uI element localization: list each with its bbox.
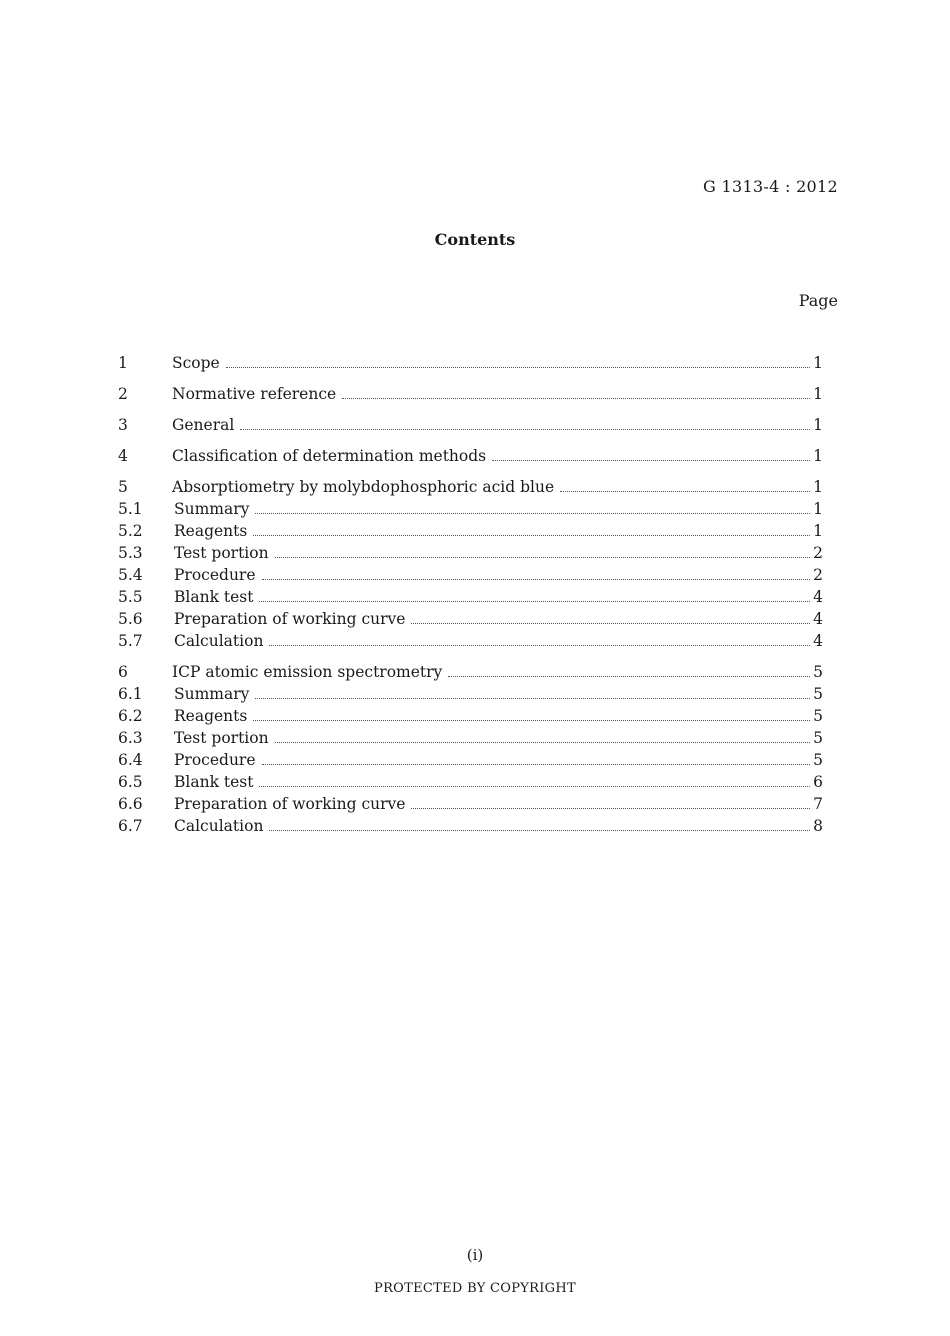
dot-leader (560, 491, 810, 492)
toc-entry-page: 1 (813, 500, 823, 518)
toc-entry-body (174, 564, 823, 586)
dot-leader (411, 623, 810, 624)
toc-entry-number: 5.7 (118, 632, 143, 650)
toc-entry-title: Summary (174, 685, 250, 703)
toc-entry[interactable] (118, 352, 823, 374)
toc-entry-title: Classification of determination methods (172, 447, 487, 465)
dot-leader (226, 367, 810, 368)
toc-entry[interactable] (118, 661, 823, 683)
dot-leader (411, 808, 810, 809)
toc-entry-page: 1 (813, 522, 823, 540)
toc-entry-body (174, 771, 823, 793)
toc-entry-number: 5.6 (118, 610, 143, 628)
toc-entry-title: Normative reference (172, 385, 337, 403)
toc-entry-page: 5 (813, 707, 823, 725)
toc-entry-title: Summary (174, 500, 250, 518)
toc-entry-page: 5 (813, 729, 823, 747)
toc-entry-page: 1 (813, 478, 823, 496)
toc-entry-page: 2 (813, 544, 823, 562)
dot-leader (255, 513, 810, 514)
page-folio: (i) (466, 1246, 484, 1264)
toc-entry-title: Calculation (174, 817, 264, 835)
toc-entry-title: Reagents (174, 707, 248, 725)
toc-entry[interactable] (118, 586, 823, 608)
toc-entry-body (174, 542, 823, 564)
toc-entry[interactable] (118, 727, 823, 749)
toc-entry-number: 5.5 (118, 588, 143, 606)
toc-entry-title: Procedure (174, 751, 256, 769)
toc-entry-title: Reagents (174, 522, 248, 540)
toc-entry-body (174, 520, 823, 542)
dot-leader (259, 786, 810, 787)
toc-entry[interactable] (118, 414, 823, 436)
toc-entry-number: 6 (118, 663, 128, 681)
toc-entry-title: Test portion (174, 729, 269, 747)
toc-entry[interactable] (118, 383, 823, 405)
toc-entry-number: 2 (118, 385, 128, 403)
toc-entry-number: 4 (118, 447, 128, 465)
toc-entry[interactable] (118, 445, 823, 467)
toc-entry-number: 5.3 (118, 544, 143, 562)
toc-entry-page: 1 (813, 385, 823, 403)
dot-leader (255, 698, 810, 699)
dot-leader (275, 742, 811, 743)
page-title: Contents (434, 230, 516, 249)
toc-entry-number: 6.1 (118, 685, 143, 703)
toc-entry-body (174, 498, 823, 520)
toc-entry-body (174, 793, 823, 815)
toc-entry-title: Preparation of working curve (174, 610, 406, 628)
toc-entry-page: 2 (813, 566, 823, 584)
toc-entry-body (174, 630, 823, 652)
toc-entry[interactable] (118, 498, 823, 520)
toc-entry-number: 1 (118, 354, 128, 372)
toc-entry-number: 5.4 (118, 566, 143, 584)
toc-entry-page: 1 (813, 416, 823, 434)
toc-entry[interactable] (118, 749, 823, 771)
toc-entry-body (172, 445, 823, 467)
toc-entry-number: 5.1 (118, 500, 143, 518)
dot-leader (269, 645, 810, 646)
toc-entry-body (174, 683, 823, 705)
toc-entry-title: Preparation of working curve (174, 795, 406, 813)
toc-entry-number: 6.6 (118, 795, 143, 813)
toc-entry-title: Absorptiometry by molybdophosphoric acid blue (172, 478, 555, 496)
table-of-contents (118, 352, 823, 837)
toc-entry-title: Blank test (174, 588, 254, 606)
toc-entry-title: Procedure (174, 566, 256, 584)
dot-leader (448, 676, 810, 677)
toc-entry-title: Test portion (174, 544, 269, 562)
toc-entry-page: 8 (813, 817, 823, 835)
toc-entry[interactable] (118, 630, 823, 652)
dot-leader (269, 830, 810, 831)
toc-entry-page: 1 (813, 354, 823, 372)
toc-entry-body (172, 476, 823, 498)
dot-leader (275, 557, 811, 558)
dot-leader (262, 764, 811, 765)
toc-entry-body (174, 749, 823, 771)
toc-entry-number: 6.5 (118, 773, 143, 791)
toc-entry-body (172, 414, 823, 436)
toc-entry-body (174, 815, 823, 837)
toc-entry-title: Scope (172, 354, 220, 372)
dot-leader (492, 460, 810, 461)
toc-entry[interactable] (118, 564, 823, 586)
toc-entry-body (172, 661, 823, 683)
toc-entry[interactable] (118, 683, 823, 705)
dot-leader (253, 535, 810, 536)
toc-entry-number: 6.7 (118, 817, 143, 835)
toc-entry-page: 4 (813, 610, 823, 628)
toc-entry-page: 4 (813, 588, 823, 606)
toc-entry-page: 4 (813, 632, 823, 650)
toc-entry-page: 6 (813, 773, 823, 791)
dot-leader (259, 601, 810, 602)
toc-entry-body (172, 383, 823, 405)
toc-entry-title: General (172, 416, 235, 434)
toc-entry-number: 5.2 (118, 522, 143, 540)
toc-entry[interactable] (118, 771, 823, 793)
toc-entry-number: 6.3 (118, 729, 143, 747)
toc-entry-title: Calculation (174, 632, 264, 650)
toc-entry-number: 6.2 (118, 707, 143, 725)
toc-entry-title: Blank test (174, 773, 254, 791)
copyright-notice: PROTECTED BY COPYRIGHT (374, 1281, 576, 1296)
document-id: G 1313-4 : 2012 (703, 177, 838, 196)
toc-entry[interactable] (118, 476, 823, 498)
toc-entry-body (174, 705, 823, 727)
dot-leader (342, 398, 810, 399)
toc-entry-page: 5 (813, 663, 823, 681)
toc-entry[interactable] (118, 608, 823, 630)
toc-entry-page: 5 (813, 685, 823, 703)
toc-entry-body (174, 608, 823, 630)
page-column-label: Page (798, 291, 838, 310)
toc-entry-body (172, 352, 823, 374)
toc-entry[interactable] (118, 520, 823, 542)
toc-entry-number: 6.4 (118, 751, 143, 769)
toc-entry-body (174, 586, 823, 608)
dot-leader (262, 579, 811, 580)
toc-entry-page: 7 (813, 795, 823, 813)
toc-entry-body (174, 727, 823, 749)
toc-entry[interactable] (118, 815, 823, 837)
toc-entry-page: 1 (813, 447, 823, 465)
toc-entry-number: 3 (118, 416, 128, 434)
toc-entry-title: ICP atomic emission spectrometry (172, 663, 443, 681)
toc-entry-number: 5 (118, 478, 128, 496)
toc-entry[interactable] (118, 793, 823, 815)
dot-leader (240, 429, 810, 430)
toc-entry[interactable] (118, 542, 823, 564)
toc-entry[interactable] (118, 705, 823, 727)
toc-entry-page: 5 (813, 751, 823, 769)
dot-leader (253, 720, 810, 721)
